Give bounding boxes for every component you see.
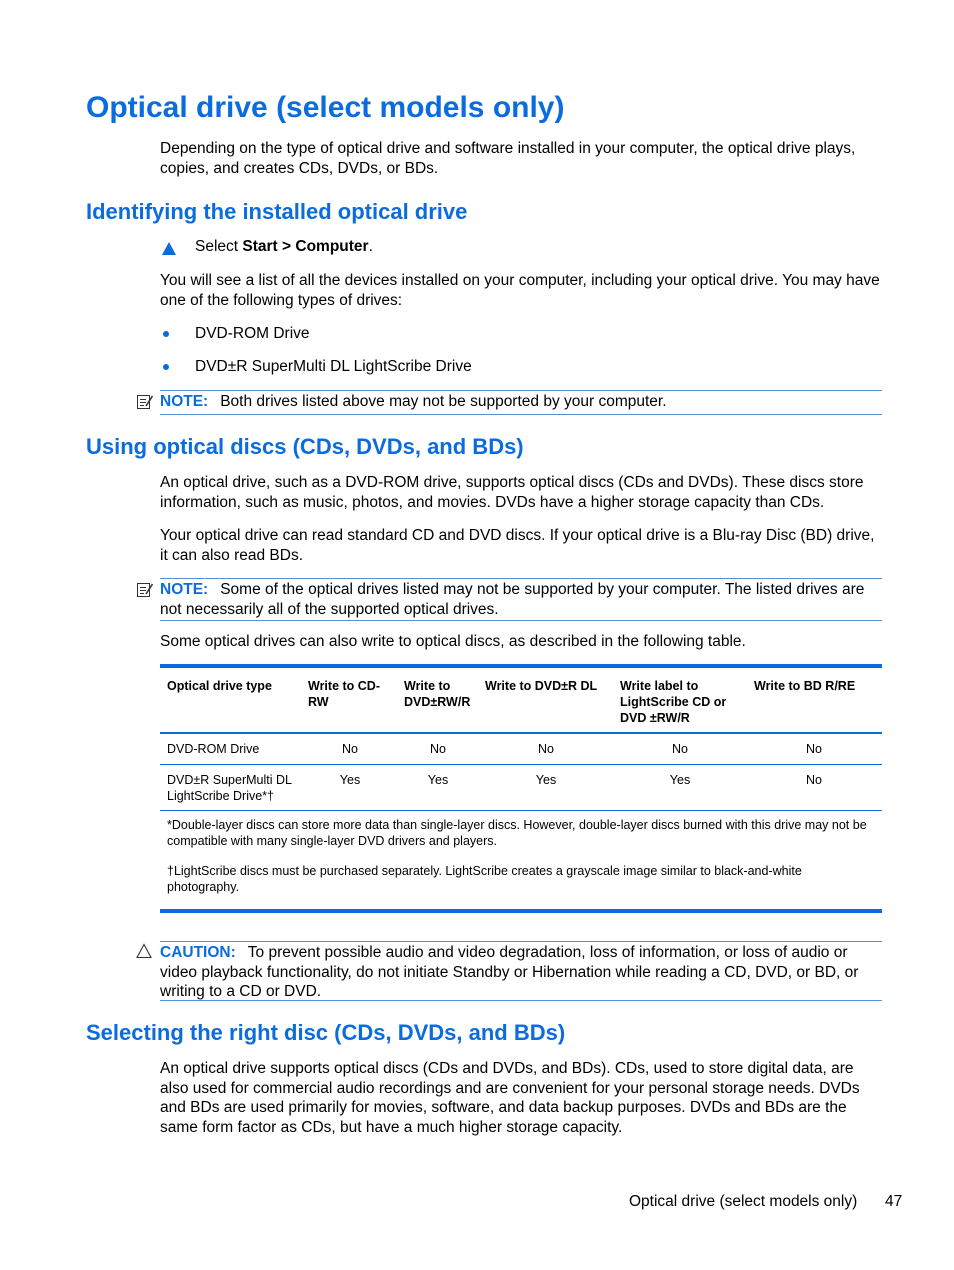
table-cell: No	[806, 742, 822, 756]
note-label: NOTE:	[160, 581, 209, 598]
footer-chapter-title: Optical drive (select models only)	[629, 1193, 858, 1210]
section-heading-identifying: Identifying the installed optical drive	[86, 199, 468, 224]
column-header: Write to DVD±R DL	[485, 679, 598, 693]
column-header: Write to DVD±RW/R	[404, 679, 471, 709]
table-cell: Yes	[427, 773, 449, 787]
column-header: Write label to LightScribe CD or DVD ±RW/R	[620, 679, 727, 725]
table-intro-paragraph: Some optical drives can also write to optical discs, as described in the following table.	[160, 633, 746, 650]
caution-text: To prevent possible audio and video degradation, loss of information, or loss of audio or video playback functionality, do not initiate Standby or Hibernation while reading a CD, DVD, or BD, or writing to a CD or DVD.	[160, 944, 859, 1000]
table-cell: Yes	[535, 773, 557, 787]
table-cell: No	[806, 773, 822, 787]
footnote-double-layer: *Double-layer discs can store more data than single-layer discs. However, double-layer discs burned with this drive may not be compatible with many single-layer DVD drivers and players.	[167, 818, 867, 848]
intro-paragraph: Depending on the type of optical drive and software installed in your computer, the optical drive plays, copies, and creates CDs, DVDs, or BDs.	[160, 140, 856, 177]
note-text: Both drives listed above may not be supported by your computer.	[220, 393, 667, 410]
table-row	[160, 734, 882, 765]
table-header-row	[160, 668, 882, 734]
section-heading-using: Using optical discs (CDs, DVDs, and BDs)	[86, 434, 524, 459]
note-box-1	[160, 390, 882, 415]
table-cell: Yes	[669, 773, 691, 787]
table-cell: DVD-ROM Drive	[167, 742, 260, 756]
caution-label: CAUTION:	[160, 944, 236, 961]
table-cell: No	[672, 742, 688, 756]
page-title: Optical drive (select models only)	[86, 91, 565, 124]
note-label: NOTE:	[160, 393, 209, 410]
list-item: DVD±R SuperMulti DL LightScribe Drive	[195, 358, 472, 375]
selecting-paragraph: An optical drive supports optical discs (CDs and DVDs, and BDs). CDs, used to store digital data, are also used for commercial audio recordings and are convenient for your personal storage needs. DVDs and BDs are used primarily for movies, software, and data backup purposes. DVDs and BDs are the same form factor as CDs, but have a much higher storage capacity.	[160, 1060, 860, 1136]
discs-paragraph: An optical drive, such as a DVD-ROM drive, supports optical discs (CDs and DVDs). These discs store information, such as music, photos, and movies. DVDs have a higher storage capacity than CDs.	[160, 474, 864, 511]
drives-paragraph: You will see a list of all the devices installed on your computer, including your optical drive. You may have one of the following types of drives:	[160, 272, 880, 309]
table-cell: DVD±R SuperMulti DL LightScribe Drive*†	[167, 773, 292, 803]
footer-page-number: 47	[885, 1193, 903, 1210]
column-header: Write to CD-RW	[308, 679, 380, 709]
table-cell: No	[342, 742, 358, 756]
caution-triangle-icon	[136, 943, 152, 959]
note-pad-icon	[136, 393, 154, 411]
step-text: Select Start > Computer.	[195, 238, 373, 255]
caution-box	[160, 941, 882, 1001]
drive-capability-table	[160, 664, 882, 913]
table-row	[160, 765, 882, 811]
table-cell: No	[538, 742, 554, 756]
note-box-2	[160, 578, 882, 621]
table-footnotes	[160, 811, 882, 895]
step-bold-path: Start > Computer	[242, 238, 369, 255]
read-paragraph: Your optical drive can read standard CD and DVD discs. If your optical drive is a Blu-ray Disc (BD) drive, it can also read BDs.	[160, 527, 875, 564]
table-cell: No	[430, 742, 446, 756]
note-text: Some of the optical drives listed may not be supported by your computer. The listed drives are not necessarily all of the supported optical drives.	[160, 581, 865, 618]
footnote-lightscribe: †LightScribe discs must be purchased separately. LightScribe creates a grayscale image similar to black-and-white photography.	[167, 864, 802, 894]
table-cell: Yes	[339, 773, 361, 787]
list-item: DVD-ROM Drive	[195, 325, 310, 342]
column-header: Write to BD R/RE	[754, 679, 856, 693]
step-triangle-icon	[162, 242, 176, 255]
section-heading-selecting: Selecting the right disc (CDs, DVDs, and BDs)	[86, 1020, 566, 1045]
note-pad-icon	[136, 581, 154, 599]
column-header: Optical drive type	[167, 679, 272, 693]
bullet-dot-icon	[163, 364, 169, 370]
bullet-dot-icon	[163, 331, 169, 337]
